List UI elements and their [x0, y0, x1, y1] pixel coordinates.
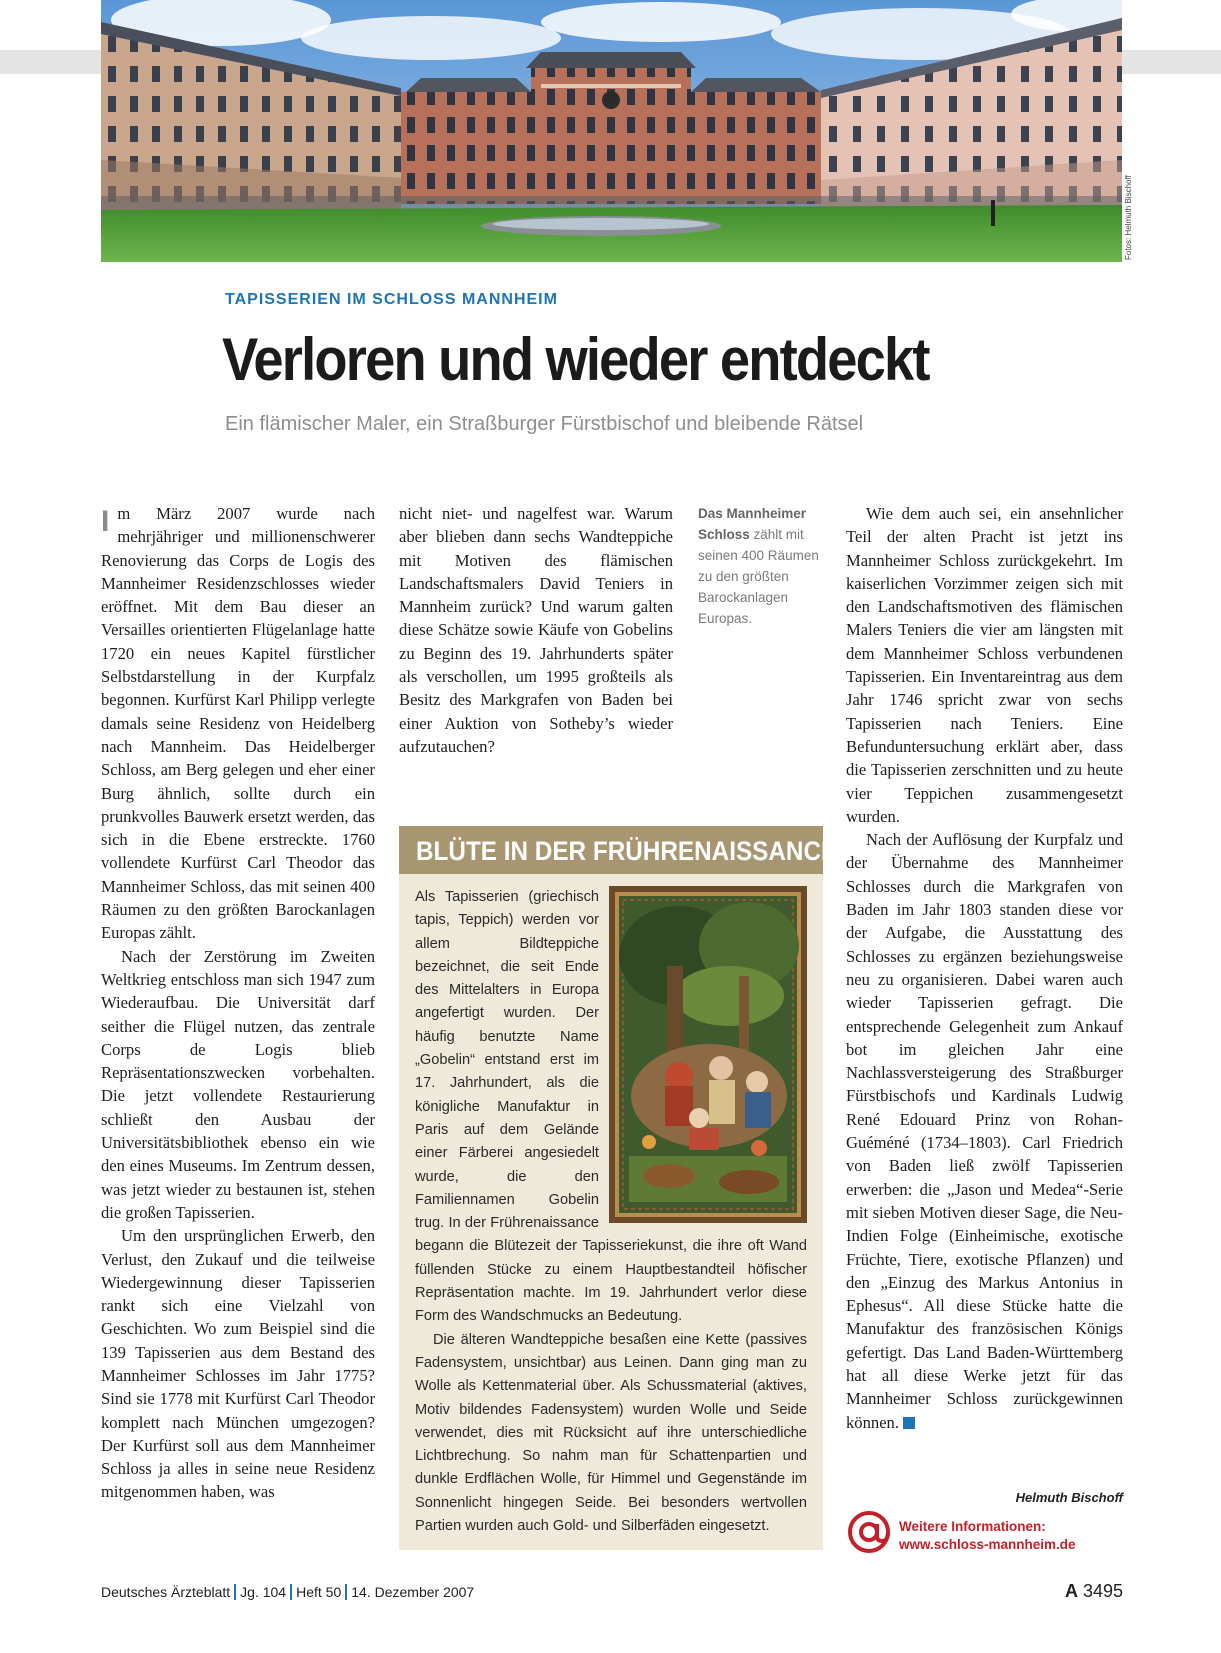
end-mark — [903, 1417, 915, 1429]
more-info-label: Weitere Informationen: — [899, 1519, 1046, 1534]
grey-band-right — [1122, 50, 1221, 74]
page-footer — [101, 1584, 474, 1600]
journal-volume: Jg. 104 — [240, 1584, 287, 1600]
article-column-2 — [399, 502, 673, 758]
journal-issue: Heft 50 — [296, 1584, 342, 1600]
article-column-1 — [101, 502, 375, 1504]
subtitle: Ein flämischer Maler, ein Straßburger Fürstbischof und bleibende Rätsel — [225, 413, 864, 435]
page-number: A 3495 — [1064, 1581, 1123, 1601]
paragraph: Um den ursprünglichen Erwerb, den Verlust, den Zukauf und die teilweise Wiedergewinnung dieser Tapisserien rankt sich eine Vielzahl von Geschichten. Wo zum Beispiel sind die 139 Tapisserien aus dem Bestand des Mannheimer Schlosses im Jahr 1775? Sind sie 1778 mit Kurfürst Carl Theodor komplett nach München umgezogen? Der Kurfürst soll aus dem Mannheimer Schloss ja alles in seine neue Residenz mitgenommen haben, was — [101, 1226, 375, 1502]
grey-band-left — [0, 50, 101, 74]
kicker: TAPISSERIEN IM SCHLOSS MANNHEIM — [225, 291, 558, 308]
footer-separator — [234, 1584, 236, 1600]
headline: Verloren und wieder entdeckt — [222, 326, 929, 393]
info-paragraph: Die älteren Wandteppiche besaßen eine Kette (passives Fadensystem, unsichtbar) aus Leinen. Dann ging man zu Wolle als Kettenmaterial über. Als Schussmaterial (aktives, Motiv bildendes Fadensystem) wurden Wolle und Seide verwendet, dies mit Rücksicht auf ihre unterschiedliche Lichtbrechung. So nahm man für Schattenpartien und dunkle Erdflächen Wolle, für Himmel und Gegenstände im Sonnenlicht hingegen Seide. Bei besonders wertvollen Partien wurden auch Gold- und Silberfäden eingesetzt. — [415, 1331, 807, 1535]
paragraph: Im März 2007 wurde nach mehrjähriger und millionenschwerer Renovierung das Corps de Logis des Mannheimer Residenzschlosses wieder eröffnet. Mit dem Bau dieser an Versailles orientierten Flügelanlage hatte 1720 ein neues Kapitel fürstlicher Selbstdarstellung in der Kurpfalz begonnen. Kurfürst Karl Philipp verlegte damals seine Residenz von Heidelberg nach Mannheim. Das Heidelberger Schloss, am Berg gelegen und eher einer Burg ähnlich, sollte durch ein prunkvolles Bauwerk ersetzt werden, das sich in die Ebene erstreckte. 1760 vollendete Kurfürst Carl Theodor das Mannheimer Schloss, das mit seinen 400 Räumen zu den größten Barockanlagen Europas zählt. — [101, 504, 375, 943]
at-sign-icon — [847, 1510, 891, 1554]
paragraph: Wie dem auch sei, ein ansehnlicher Teil der alten Pracht ist jetzt ins Mannheimer Schloss zurückgekehrt. Im kaiserlichen Vorzimmer zeigen sich mit den Landschaftsmotiven des flämischen Malers Teniers die vier am längsten mit dem Mannheimer Schloss verbundenen Tapisserien. Ein Inventareintrag aus dem Jahr 1746 spricht zwar von sechs Tapisserien nach Teniers. Eine Befunduntersuchung erklärt aber, dass die Tapisserien zerschnitten und zu heute vier Teppichen zusammengesetzt wurden. — [846, 504, 1123, 826]
article-column-4 — [846, 502, 1123, 1434]
paragraph: Nach der Zerstörung im Zweiten Weltkrieg entschloss man sich 1947 zum Wiederaufbau. Die Universität darf seither die Flügel nutzen, das zentrale Corps de Logis blieb Repräsentationszwecken vorbehalten. Die jetzt vollendete Restaurierung schließt den Ausbau der Universitätsbibliothek ebenso ein wie den eines Museums. Im Zentrum dessen, was jetzt wieder zu bestaunen ist, stehen die großen Tapisserien. — [101, 946, 375, 1222]
journal-date: 14. Dezember 2007 — [351, 1584, 475, 1600]
more-info — [899, 1518, 1076, 1554]
drop-cap: I — [101, 505, 110, 538]
tapestry-image — [609, 886, 807, 1223]
footer-separator — [345, 1584, 347, 1600]
castle-photo — [101, 0, 1122, 262]
author-name: Helmuth Bischoff — [1015, 1490, 1123, 1505]
info-box — [399, 826, 838, 1550]
more-info-link[interactable]: www.schloss-mannheim.de — [899, 1537, 1076, 1552]
photo-credit: Fotos: Helmuth Bischoff — [1124, 175, 1133, 260]
paragraph: nicht niet- und nagelfest war. Warum aber blieben dann sechs Wandteppiche mit Motiven des flämischen Landschaftsmalers David Teniers in Mannheim zurück? Und warum galten diese Schätze sowie Käufe von Gobelins zu Beginn des 19. Jahrhunderts später als verschollen, um 1995 großteils als Besitz des Markgrafen von Baden bei einer Auktion von Sotheby’s wieder aufzutauchen? — [399, 504, 673, 756]
info-box-header: BLÜTE IN DER FRÜHRENAISSANCE — [399, 826, 823, 874]
footer-separator — [290, 1584, 292, 1600]
journal-name: Deutsches Ärzteblatt — [101, 1584, 231, 1600]
photo-caption: Das Mannheimer Schloss zählt mit seinen 400 Räumen zu den größten Barockanlagen Europas. — [698, 506, 819, 626]
paragraph: Nach der Auflösung der Kurpfalz und der Übernahme des Mannheimer Schlosses durch die Markgrafen von Baden im Jahr 1803 standen diese vor der Aufgabe, die Ausstattung des Schlosses zu ergänzen beziehungsweise neu zu organisieren. Dabei waren auch wieder Tapisserien gefragt. Die entsprechende Gelegenheit zum Ankauf bot im gleichen Jahr eine Nachlassversteigerung des Straßburger Fürstbischofs und Kardinals Ludwig René Edouard Prinz von Rohan-Guéméné (1734–1803). Carl Friedrich von Baden ließ zwölf Tapisserien erwerben: die „Jason und Medea“-Serie mit sieben Motiven dieser Sage, die Neu-Indien Folge (Einheimische, exotische Früchte, Tiere, exotische Pflanzen) und den „Einzug des Markus Antonius in Ephesus“. All diese Stücke hatte die Manufaktur des französischen Königs gefertigt. Das Land Baden-Württemberg hat all diese Werke jetzt für das Mannheimer Schloss zurückgewinnen können. — [846, 830, 1123, 1432]
info-box-text — [415, 886, 807, 1538]
info-paragraph: Als Tapisserien (griechisch tapis, Teppich) werden vor allem Bildteppiche bezeichnet, die seit Ende des Mittelalters in Europa angefertigt wurden. Der häufig benutzte Name „Gobelin“ entstand erst im 17. Jahrhundert, als die königliche Manufaktur in Paris auf dem Gelände einer Färberei angesiedelt wurde, die den Familiennamen Gobelin trug. In der Frührenaissance begann die Blütezeit der Tapisseriekunst, die ihre oft Wand füllenden Stücke zu einem Hauptbestandteil höfischer Repräsentation machte. Im 19. Jahrhundert verlor diese Form des Wandschmucks an Bedeutung. — [415, 889, 807, 1325]
